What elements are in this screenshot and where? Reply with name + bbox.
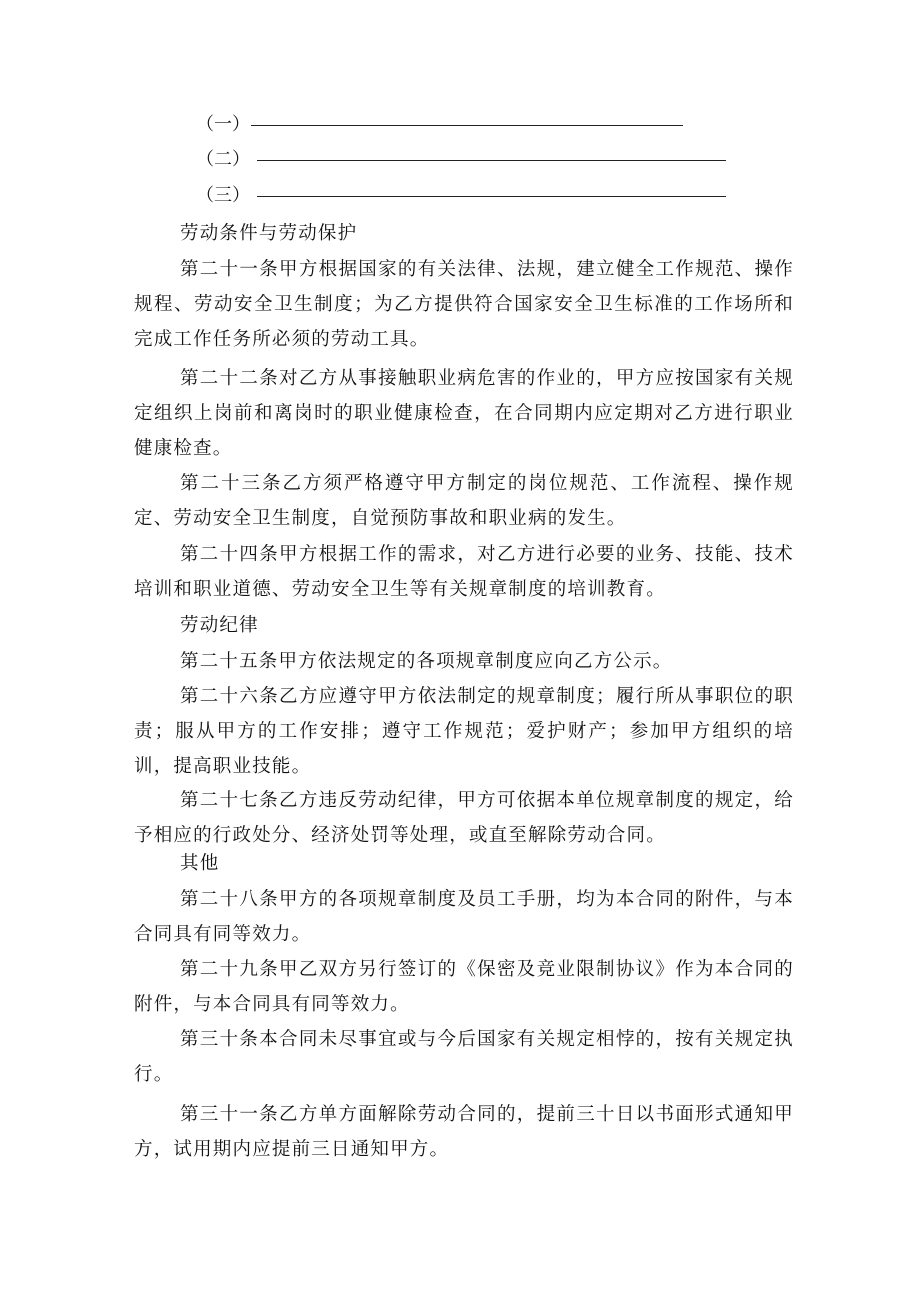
fill-in-underline [257,160,726,161]
article-27: 第二十七条乙方违反劳动纪律，甲方可依据本单位规章制度的规定，给予相应的行政处分、经济处罚等处理，或直至解除劳动合同。 [134,790,794,846]
blank-label: （一） [196,114,250,135]
article-24: 第二十四条甲方根据工作的需求，对乙方进行必要的业务、技能、技术培训和职业道德、劳动安全卫生等有关规章制度的培训教育。 [134,544,794,600]
article-31: 第三十一条乙方单方面解除劳动合同的，提前三十日以书面形式通知甲方，试用期内应提前三日通知甲方。 [134,1104,794,1160]
blank-label: （二） [196,149,250,170]
section-heading-conditions: 劳动条件与劳动保护 [180,223,358,244]
article-23: 第二十三条乙方须严格遵守甲方制定的岗位规范、工作流程、操作规定、劳动安全卫生制度，自觉预防事故和职业病的发生。 [134,473,794,529]
article-21: 第二十一条甲方根据国家的有关法律、法规，建立健全工作规范、操作规程、劳动安全卫生制度；为乙方提供符合国家安全卫生标准的工作场所和完成工作任务所必须的劳动工具。 [134,259,794,350]
blank-item-3 [196,184,250,208]
section-heading-discipline: 劳动纪律 [180,615,259,636]
fill-in-underline [251,125,683,126]
blank-item-1 [196,113,250,137]
article-29: 第二十九条甲乙双方另行签订的《保密及竞业限制协议》作为本合同的附件，与本合同具有同等效力。 [134,959,794,1015]
article-26: 第二十六条乙方应遵守甲方依法制定的规章制度；履行所从事职位的职责；服从甲方的工作安排；遵守工作规范；爱护财产；参加甲方组织的培训，提高职业技能。 [134,686,794,777]
article-30: 第三十条本合同未尽事宜或与今后国家有关规定相悖的，按有关规定执行。 [134,1029,794,1085]
article-25: 第二十五条甲方依法规定的各项规章制度应向乙方公示。 [180,651,673,672]
fill-in-underline [257,196,726,197]
section-heading-other: 其他 [180,853,220,874]
article-22: 第二十二条对乙方从事接触职业病危害的作业的，甲方应按国家有关规定组织上岗前和离岗时的职业健康检查，在合同期内应定期对乙方进行职业健康检查。 [134,368,794,459]
article-28: 第二十八条甲方的各项规章制度及员工手册，均为本合同的附件，与本合同具有同等效力。 [134,889,794,945]
blank-label: （三） [196,185,250,206]
blank-item-2 [196,148,250,172]
